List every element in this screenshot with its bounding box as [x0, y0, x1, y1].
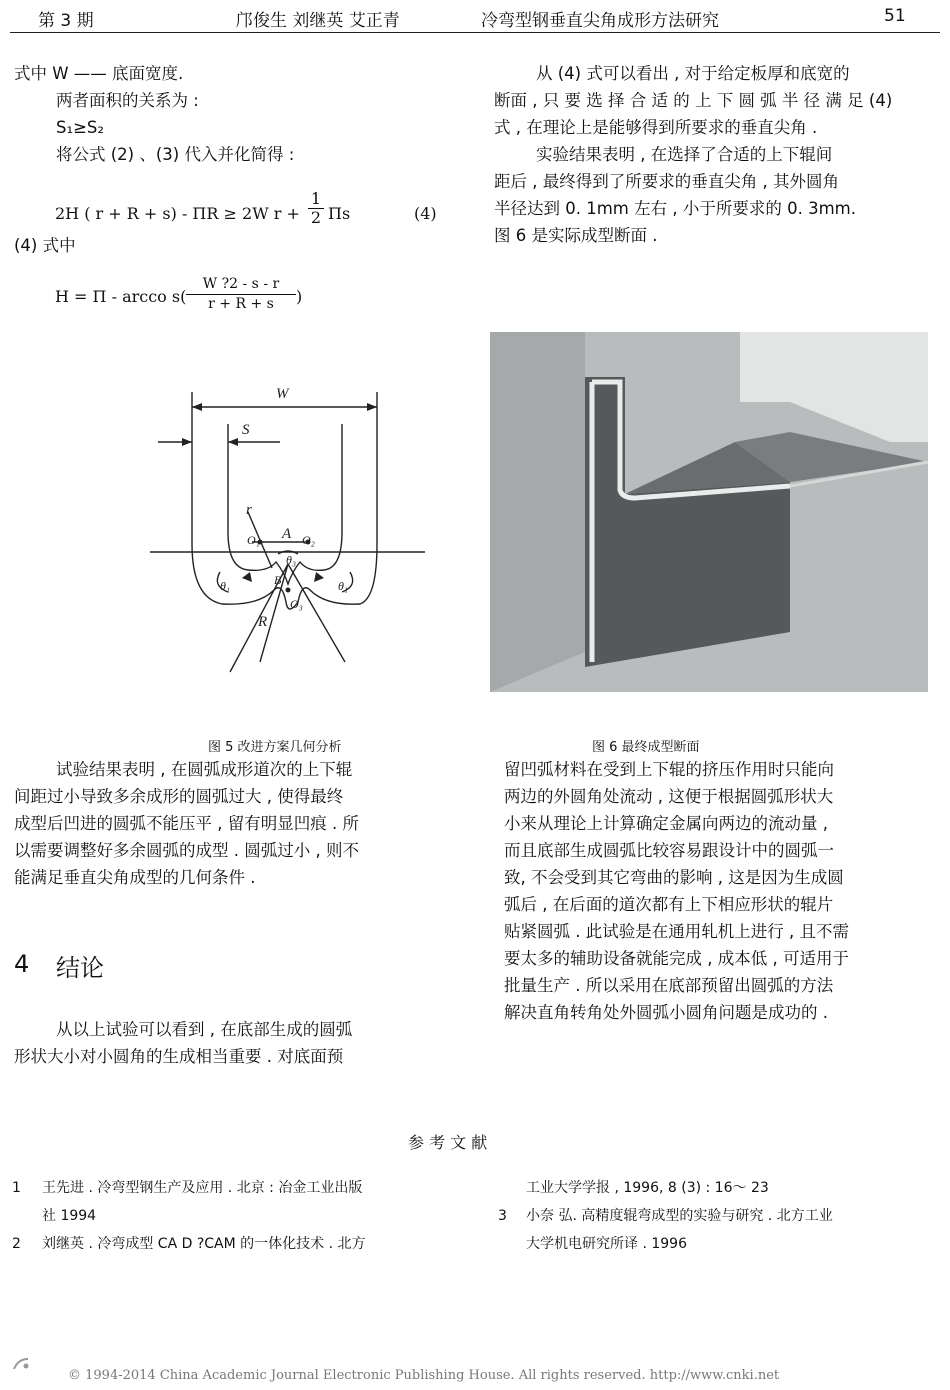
- text-line: 小来从理论上计算确定金属向两边的流动量 ,: [504, 814, 828, 833]
- ref-1-text-cont: 社 1994: [42, 1208, 97, 1224]
- arrowhead: [367, 403, 377, 411]
- text-line: 留凹弧材料在受到上下辊的挤压作用时只能向: [504, 760, 834, 779]
- equation-4-left: 2H ( r + R + s) - ΠR ≥ 2W r +: [55, 204, 300, 223]
- header-authors: 邝俊生 刘继英 艾正青: [236, 11, 400, 31]
- left-top-block: [14, 60, 294, 168]
- fraction-denominator: r + R + s: [186, 294, 296, 314]
- arrowhead: [192, 403, 202, 411]
- header-rule: [10, 32, 940, 33]
- left-mid-block: [14, 756, 359, 891]
- ref-1-text: 王先进 . 冷弯型钢生产及应用 . 北京 : 冶金工业出版: [42, 1180, 363, 1196]
- text-line: 从以上试验可以看到 , 在底部生成的圆弧: [56, 1020, 353, 1039]
- issue-number: 第 3 期: [38, 11, 94, 31]
- label-o3: O₃: [290, 597, 303, 611]
- label-r-big: R: [258, 614, 268, 630]
- figure6-caption: 图 6 最终成型断面: [592, 740, 700, 755]
- text-line: 实验结果表明 , 在选择了合适的上下辊间: [536, 145, 833, 164]
- label-r: r: [246, 502, 252, 518]
- text-line: 致, 不会受到其它弯曲的影响 , 这是因为生成圆: [504, 868, 844, 887]
- copyright-footer: © 1994-2014 China Academic Journal Electronic Publishing House. All rights reserved. http://www.cnki.net: [68, 1368, 780, 1383]
- text-line: 式 , 在理论上是能够得到所要求的垂直尖角 .: [494, 118, 818, 137]
- text-line: S₁≥S₂: [56, 118, 105, 137]
- right-top-block: [494, 60, 892, 249]
- text-line: 断面 , 只 要 选 择 合 适 的 上 下 圆 弧 半 径 满 足 (4): [494, 91, 893, 110]
- ref-3-num: 3: [498, 1208, 507, 1224]
- ref-2-text: 刘继英 . 冷弯成型 CA D ?CAM 的一体化技术 . 北方: [42, 1236, 366, 1252]
- left-bottom-block: [14, 1016, 352, 1070]
- label-w: W: [276, 386, 289, 402]
- equation-4-tail: Πs: [328, 204, 351, 223]
- page-number: 51: [884, 6, 906, 26]
- arrowhead: [182, 438, 192, 446]
- figure6-photo: [490, 332, 928, 692]
- label-b: B: [274, 573, 282, 587]
- equation-h-fraction: [186, 275, 296, 314]
- label-theta1-left: θ₁: [220, 579, 231, 593]
- ref-3-text: 小奈 弘. 高精度辊弯成型的实验与研究 . 北方工业: [526, 1208, 833, 1224]
- equation-h-right: ): [296, 287, 303, 306]
- header-title: 冷弯型钢垂直尖角成形方法研究: [481, 11, 719, 31]
- label-o1: O₁: [247, 533, 260, 547]
- text-line: 式中 W —— 底面宽度.: [14, 64, 184, 83]
- arrowhead: [314, 572, 324, 582]
- text-line: 成型后凹进的圆弧不能压平 , 留有明显凹痕 . 所: [14, 814, 359, 833]
- cnki-logo-icon: [12, 1356, 30, 1370]
- equation-h-left: H = Π - arcco s(: [55, 287, 187, 306]
- text-line: 弧后 , 在后面的道次都有上下相应形状的辊片: [504, 895, 834, 914]
- fraction-denominator: 2: [308, 208, 324, 227]
- label-o2: O₂: [302, 533, 315, 547]
- point-o3: [286, 588, 291, 593]
- text-line: 将公式 (2) 、(3) 代入并化简得 :: [56, 145, 295, 164]
- label-theta1-right: θ₁: [338, 579, 349, 593]
- text-line: 而且底部生成圆弧比较容易跟设计中的圆弧一: [504, 841, 834, 860]
- text-line: 两边的外圆角处流动 , 这便于根据圆弧形状大: [504, 787, 834, 806]
- text-line: 图 6 是实际成型断面 .: [494, 226, 658, 245]
- text-line: 试验结果表明 , 在圆弧成形道次的上下辊: [56, 760, 353, 779]
- arrowhead: [228, 438, 238, 446]
- equation-4-number: (4): [414, 204, 437, 223]
- ref-2-num: 2: [12, 1236, 21, 1252]
- text-line: 要太多的辅助设备就能完成 , 成本低 , 可适用于: [504, 949, 849, 968]
- label-theta3: θ₃: [286, 553, 297, 567]
- text-line: 距后 , 最终得到了所要求的垂直尖角 , 其外圆角: [494, 172, 839, 191]
- section-number: 4: [14, 950, 30, 978]
- right-mid-block: [504, 756, 849, 1026]
- arrowhead: [242, 572, 252, 582]
- label-a: A: [282, 526, 292, 542]
- figure5-caption: 图 5 改进方案几何分析: [208, 740, 342, 755]
- ref-2-text-cont: 工业大学学报 , 1996, 8 (3) : 16～ 23: [526, 1180, 769, 1196]
- text-line: 贴紧圆弧 . 此试验是在通用轧机上进行 , 且不需: [504, 922, 849, 941]
- left-shadow-region: [490, 332, 585, 692]
- steel-section-drawing: [490, 332, 928, 692]
- text-line: 半径达到 0. 1mm 左右 , 小于所要求的 0. 3mm.: [494, 199, 856, 218]
- text-line: 两者面积的关系为 :: [56, 91, 199, 110]
- ref-1-num: 1: [12, 1180, 21, 1196]
- text-line: 形状大小对小圆角的生成相当重要 . 对底面预: [14, 1047, 344, 1066]
- text-line: 间距过小导致多余成形的圆弧过大 , 使得最终: [14, 787, 344, 806]
- figure5-diagram: [150, 372, 440, 682]
- text-line: 以需要调整好多余圆弧的成型 . 圆弧过小 , 则不: [14, 841, 359, 860]
- text-line: 能满足垂直尖角成型的几何条件 .: [14, 868, 256, 887]
- references-heading: 参 考 文 献: [408, 1133, 488, 1152]
- label-s: S: [242, 422, 250, 438]
- ref-3-text-cont: 大学机电研究所译 . 1996: [526, 1236, 687, 1252]
- text-line: 解决直角转角处外圆弧小圆角问题是成功的 .: [504, 1003, 828, 1022]
- fraction-numerator: W ?2 - s - r: [202, 276, 280, 292]
- equation-4-fraction: [308, 190, 324, 227]
- section-title: 结论: [56, 954, 104, 982]
- fraction-numerator: 1: [310, 189, 322, 208]
- text-line: (4) 式中: [14, 236, 76, 255]
- text-line: 批量生产 . 所以采用在底部预留出圆弧的方法: [504, 976, 834, 995]
- text-line: 从 (4) 式可以看出 , 对于给定板厚和底宽的: [536, 64, 850, 83]
